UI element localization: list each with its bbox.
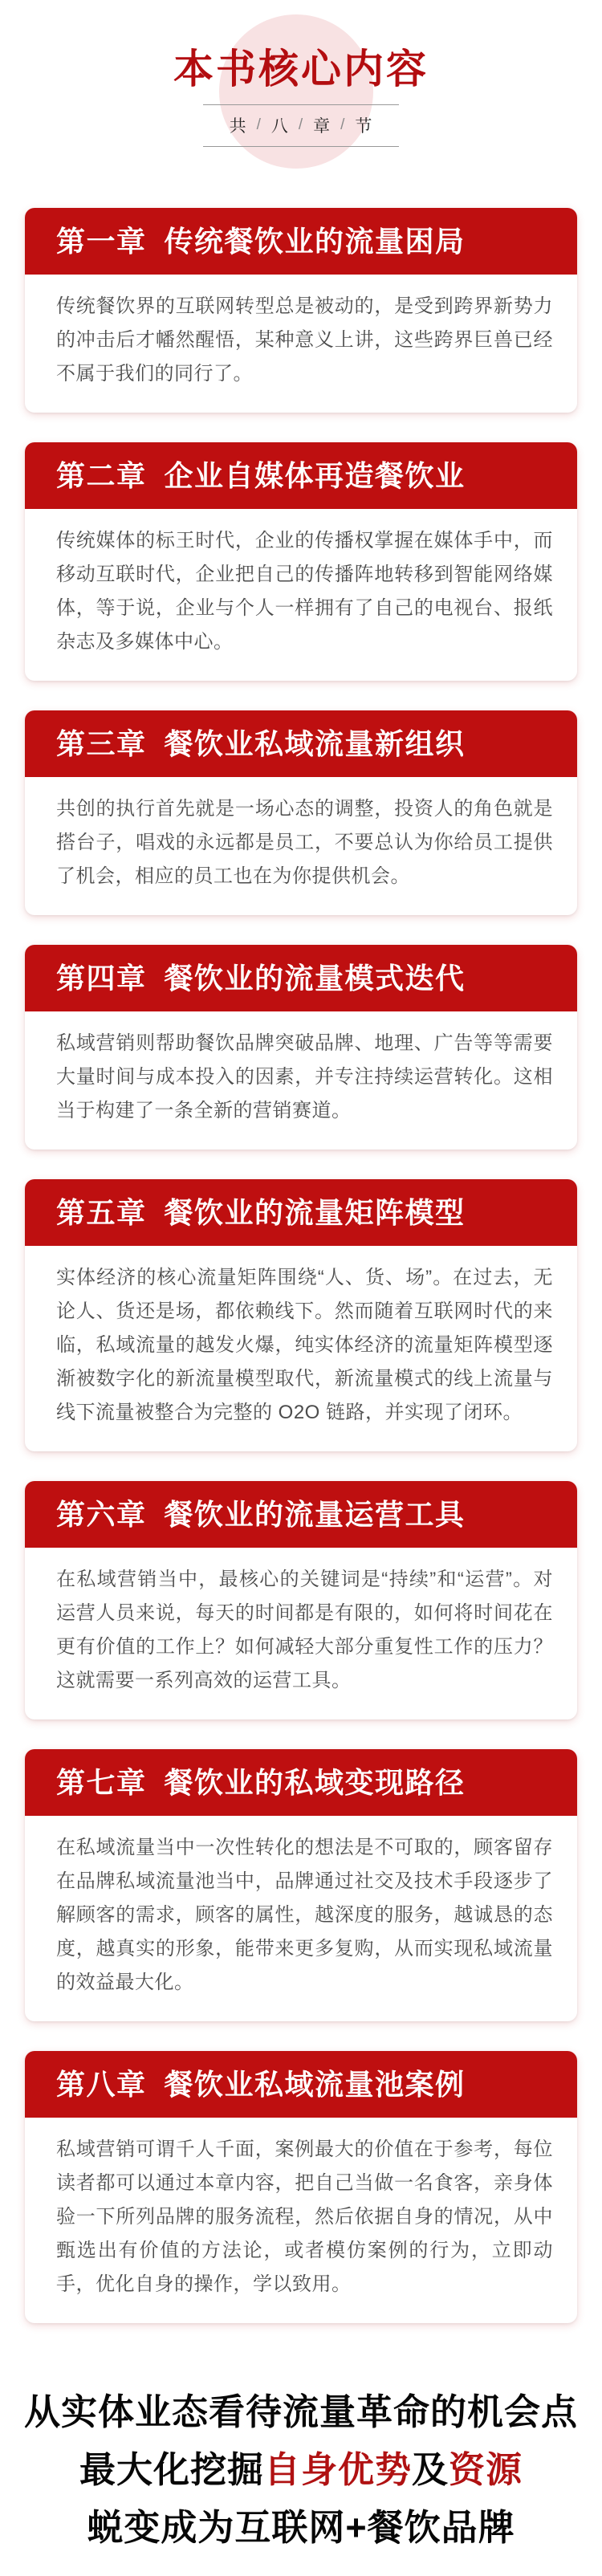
chapter-number: 第一章: [56, 224, 147, 258]
slogan-segment: 最大化挖掘: [79, 2449, 264, 2490]
chapter-card-header: [25, 1179, 577, 1246]
chapter-count-char: 节: [355, 117, 373, 136]
chapter-title: 传统餐饮业的流量困局: [164, 224, 466, 258]
slogan-line-2: [0, 2441, 602, 2499]
chapter-title: 餐饮业私域流量池案例: [164, 2067, 466, 2101]
chapter-number: 第二章: [56, 458, 147, 492]
chapter-summary: 私域营销可谓千人千面，案例最大的价值在于参考，每位读者都可以通过本章内容，把自己当做一名食客，亲身体验一下所列品牌的服务流程，然后依据自身的情况，从中甄选出有价值的方法论，或者模仿案例的行为，立即动手，优化自身的操作，学以致用。: [56, 2139, 553, 2295]
slogan-line-3: 蜕变成为互联网+餐饮品牌: [87, 2507, 515, 2548]
chapter-card-header: [25, 710, 577, 777]
chapter-number: 第三章: [56, 726, 147, 760]
chapter-number: 第五章: [56, 1195, 147, 1229]
chapter-summary: 共创的执行首先就是一场心态的调整，投资人的角色就是搭台子，唱戏的永远都是员工，不要总认为你给员工提供了机会，相应的员工也在为你提供机会。: [56, 798, 553, 887]
slash-separator: /: [298, 116, 304, 133]
chapter-card-header: [25, 442, 577, 509]
chapter-summary: 传统餐饮界的互联网转型总是被动的，是受到跨界新势力的冲击后才幡然醒悟，某种意义上讲，这些跨界巨兽已经不属于我们的同行了。: [56, 295, 553, 385]
chapter-count-char: 共: [229, 117, 247, 136]
slogan-line-1: 从实体业态看待流量革命的机会点: [23, 2391, 578, 2432]
chapter-summary: 传统媒体的标王时代，企业的传播权掌握在媒体手中，而移动互联时代，企业把自己的传播阵地转移到智能网络媒体，等于说，企业与个人一样拥有了自己的电视台、报纸杂志及多媒体中心。: [56, 530, 553, 653]
chapter-summary: 在私域流量当中一次性转化的想法是不可取的，顾客留存在品牌私域流量池当中，品牌通过社交及技术手段逐步了解顾客的需求，顾客的属性，越深度的服务，越诚恳的态度，越真实的形象，能带来更多复购，从而实现私域流量的效益最大化。: [56, 1837, 553, 1993]
chapter-title: 餐饮业的流量模式迭代: [164, 961, 466, 995]
chapter-count-char: 章: [313, 117, 332, 136]
chapter-card-6: [25, 1481, 577, 1719]
chapter-card-7: [25, 1749, 577, 2021]
slogan-footer: [0, 2353, 602, 2557]
chapter-title: 餐饮业的流量矩阵模型: [164, 1195, 466, 1229]
chapter-card-4: [25, 945, 577, 1150]
chapter-count-banner: [203, 104, 399, 147]
hero-section: [0, 0, 602, 201]
chapter-card-header: [25, 1481, 577, 1548]
slash-separator: /: [340, 116, 346, 133]
chapter-number: 第七章: [56, 1765, 147, 1799]
chapter-title: 餐饮业的流量运营工具: [164, 1497, 466, 1531]
chapter-card-2: [25, 442, 577, 681]
chapter-title: 餐饮业私域流量新组织: [164, 726, 466, 760]
chapter-title: 餐饮业的私域变现路径: [164, 1765, 466, 1799]
chapter-count-char: 八: [270, 117, 289, 136]
chapter-number: 第四章: [56, 961, 147, 995]
chapter-summary: 私域营销则帮助餐饮品牌突破品牌、地理、广告等等需要大量时间与成本投入的因素，并专注持续运营转化。这相当于构建了一条全新的营销赛道。: [56, 1032, 553, 1121]
chapter-number: 第八章: [56, 2067, 147, 2101]
chapter-card-8: [25, 2051, 577, 2323]
chapter-card-1: [25, 208, 577, 413]
chapter-title: 企业自媒体再造餐饮业: [164, 458, 466, 492]
chapter-card-5: [25, 1179, 577, 1451]
slogan-segment-accent: 自身优势: [263, 2449, 412, 2490]
slash-separator: /: [256, 116, 262, 133]
chapter-number: 第六章: [56, 1497, 147, 1531]
chapter-card-header: [25, 2051, 577, 2118]
chapter-summary: 实体经济的核心流量矩阵围绕“人、货、场”。在过去，无论人、货还是场，都依赖线下。然而随着互联网时代的来临，私域流量的越发火爆，纯实体经济的流量矩阵模型逐渐被数字化的新流量模型取代，新流量模式的线上流量与线下流量被整合为完整的 O2O 链路，并实现了闭环。: [56, 1267, 553, 1423]
chapter-card-header: [25, 1749, 577, 1816]
chapter-summary: 在私域营销当中，最核心的关键词是“持续”和“运营”。对运营人员来说，每天的时间都是有限的，如何将时间花在更有价值的工作上？如何减轻大部分重复性工作的压力？这就需要一系列高效的运营工具。: [56, 1569, 553, 1691]
slogan-segment: 及: [412, 2449, 449, 2490]
chapter-card-header: [25, 208, 577, 275]
slogan-segment-accent: 资源: [449, 2449, 523, 2490]
chapter-card-3: [25, 710, 577, 915]
chapter-list: [0, 201, 602, 2323]
page-title: 本书核心内容: [173, 47, 429, 92]
chapter-card-header: [25, 945, 577, 1011]
